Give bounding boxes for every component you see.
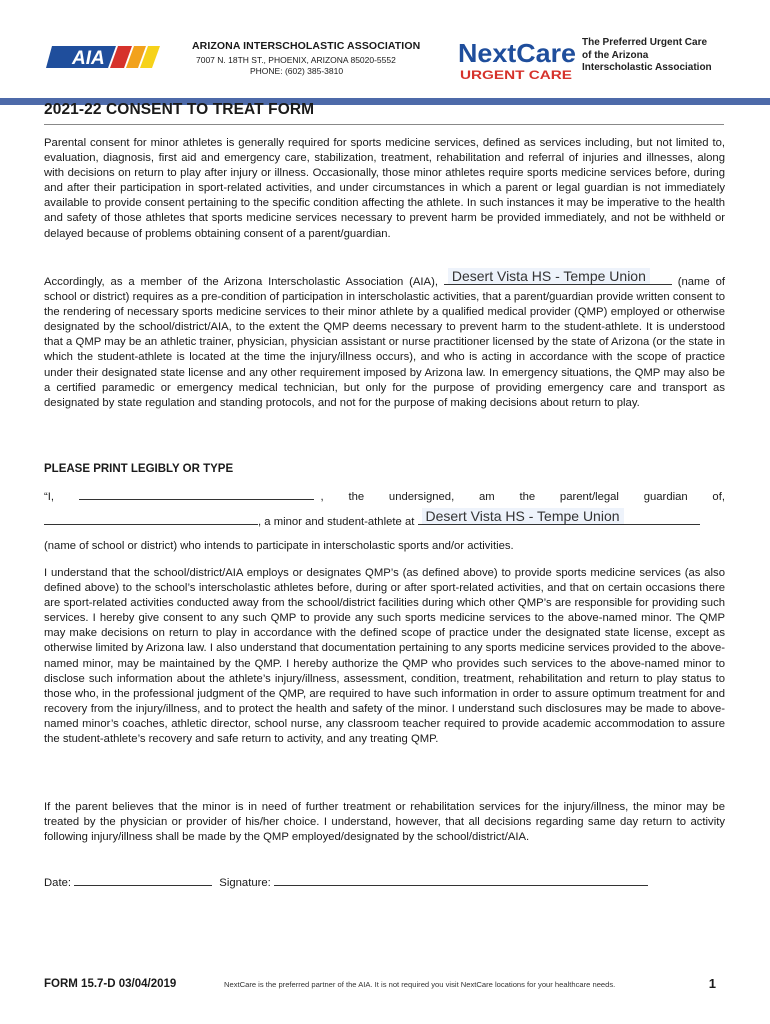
consent-word: of,: [712, 491, 725, 503]
further-treatment-paragraph: If the parent believes that the minor is in need of further treatment or rehabilitation services for the injury/illness, the minor may be treated by the physician or provider of his/her choice. I understand, however, that all decisions regarding same day return to activity following injury/illness shall be made by the QMP employed/designated by the school/district/AIA.: [44, 801, 725, 844]
school-name-value: Desert Vista HS - Tempe Union: [422, 508, 624, 524]
footer-note: NextCare is the preferred partner of the AIA. It is not required you visit NextCare locations for your healthcare needs.: [224, 980, 616, 989]
nextcare-logo: [456, 36, 578, 84]
consent-word: “I,: [44, 491, 55, 503]
consent-word: undersigned,: [388, 491, 455, 503]
membership-text-lead: Accordingly, as a member of the Arizona Interscholastic Association (AIA),: [44, 276, 438, 288]
page-number: 1: [708, 976, 716, 991]
aia-logo-text: AIA: [72, 48, 105, 69]
title-divider: [44, 124, 724, 125]
school-name-note: (name of school or district) who intends to participate in interscholastic sports and/or activities.: [44, 540, 514, 552]
consent-word: the: [519, 491, 536, 503]
form-id: FORM 15.7-D 03/04/2019: [44, 978, 177, 990]
nextcare-logo-name: NextCare: [458, 38, 576, 68]
school-name-field-2[interactable]: [418, 508, 700, 525]
aia-logo: [46, 38, 186, 74]
nextcare-tagline: The Preferred Urgent Care of the Arizona Interscholastic Association: [582, 37, 712, 73]
association-address: 7007 N. 18TH ST., PHOENIX, ARIZONA 85020-5552: [196, 55, 396, 65]
signature-field[interactable]: [274, 885, 648, 886]
date-field[interactable]: [74, 885, 212, 886]
signature-row: [44, 877, 648, 889]
consent-word: guardian: [643, 491, 688, 503]
consent-word: am: [478, 491, 495, 503]
consent-word: parent/legal: [559, 491, 619, 503]
signature-label: Signature:: [219, 877, 271, 889]
consent-word: ,: [320, 491, 324, 503]
nextcare-logo-subtitle: URGENT CARE: [460, 68, 572, 82]
association-phone: PHONE: (602) 385-3810: [250, 66, 344, 76]
consent-word: the: [348, 491, 365, 503]
form-title: 2021-22 CONSENT TO TREAT FORM: [44, 101, 315, 118]
consent-line-parent: [44, 490, 725, 505]
membership-text-body: (name of school or district) requires as a pre-condition of participation in interscholastic activities, that a parent/guardian provide written consent to the rendering of necessary sports medicine services to their minor athlete by a qualified medical provider (QMP) employed or otherwise designated by the school/district/AIA, to the extent the QMP deems necessary to prevent harm to the student-athlete. It is understood that a QMP may be an athletic trainer, physician, physician assistant or nurse practitioner licensed by the state of Arizona (or the state in which the student-athlete is located at the time the injury/illness occurs), and who is acting in accordance with the scope of practice under their designated state license and any other requirement imposed by Arizona law. In emergency situations, the QMP may also be a certified paramedic or emergency medical technician, but only for the purpose of providing emergency care and transport as designated by state regulation and standing protocols, and not for the purpose of making decisions about return to play.: [44, 276, 726, 409]
school-name-value: Desert Vista HS - Tempe Union: [448, 268, 650, 284]
page-footer: [44, 978, 724, 998]
consent-intro-paragraph: Parental consent for minor athletes is generally required for sports medicine services, defined as services including, but not limited to, evaluation, diagnosis, first aid and emergency care, stabilization, treatment, rehabilitation and referral of injuries and illnesses, along with decisions on return to play after injury or illness. Occasionally, those minor athletes require sports medicine services before, during and after their participation in sport-related activities, and under circumstances in which a parent or legal guardian is not immediately available to provide consent pertaining to the specific condition affecting the athlete. In such instances it may be imperative to the health and safety of those athletes that sports medicine services necessary to prevent harm be provided immediately, and not be withheld or delayed because of problems obtaining consent of a parent/guardian.: [44, 137, 725, 240]
minor-name-field[interactable]: [44, 524, 258, 525]
qmp-understanding-paragraph: I understand that the school/district/AIA employs or designates QMP’s (as defined above) to provide sports medicine services (as also defined above) to the school’s interscholastic athletes before, during or after sport-related activities, and that on certain occasions there are sport-related activities conducted away from the school/district facilities during which other QMP’s are responsible for providing such services. I hereby give consent to any such QMP to provide any such sports medicine services to the above-named minor. The QMP may make decisions on return to play in accordance with the defined scope of practice under the designated state license, except as otherwise limited by Arizona law. I also understand that documentation pertaining to any sports medicine services provided to the above-named minor, may be maintained by the QMP. I hereby authorize the QMP who provides such services to the above-named minor to disclose such information about the athlete’s injury/illness, assessment, condition, treatment, rehabilitation and return to play status to those who, in the professional judgment of the QMP, are required to have such information in order to assure optimum treatment for and recovery from the injury/illness, and to protect the health and safety of the minor. I understand such disclosures may be made to above-named minor’s coaches, athletic director, school nurse, any classroom teacher required to provide academic accommodation to assure the student-athlete’s recovery and safe return to activity, and any treating QMP.: [44, 567, 725, 746]
consent-line-minor: [44, 508, 725, 530]
print-instructions: PLEASE PRINT LEGIBLY OR TYPE: [44, 463, 234, 475]
minor-athlete-text: , a minor and student-athlete at: [258, 516, 415, 528]
association-name: ARIZONA INTERSCHOLASTIC ASSOCIATION: [192, 40, 421, 52]
parent-name-field[interactable]: [79, 499, 314, 500]
letterhead: [0, 28, 770, 90]
membership-paragraph: [44, 268, 726, 411]
date-label: Date:: [44, 877, 72, 889]
school-name-field[interactable]: [444, 268, 672, 285]
